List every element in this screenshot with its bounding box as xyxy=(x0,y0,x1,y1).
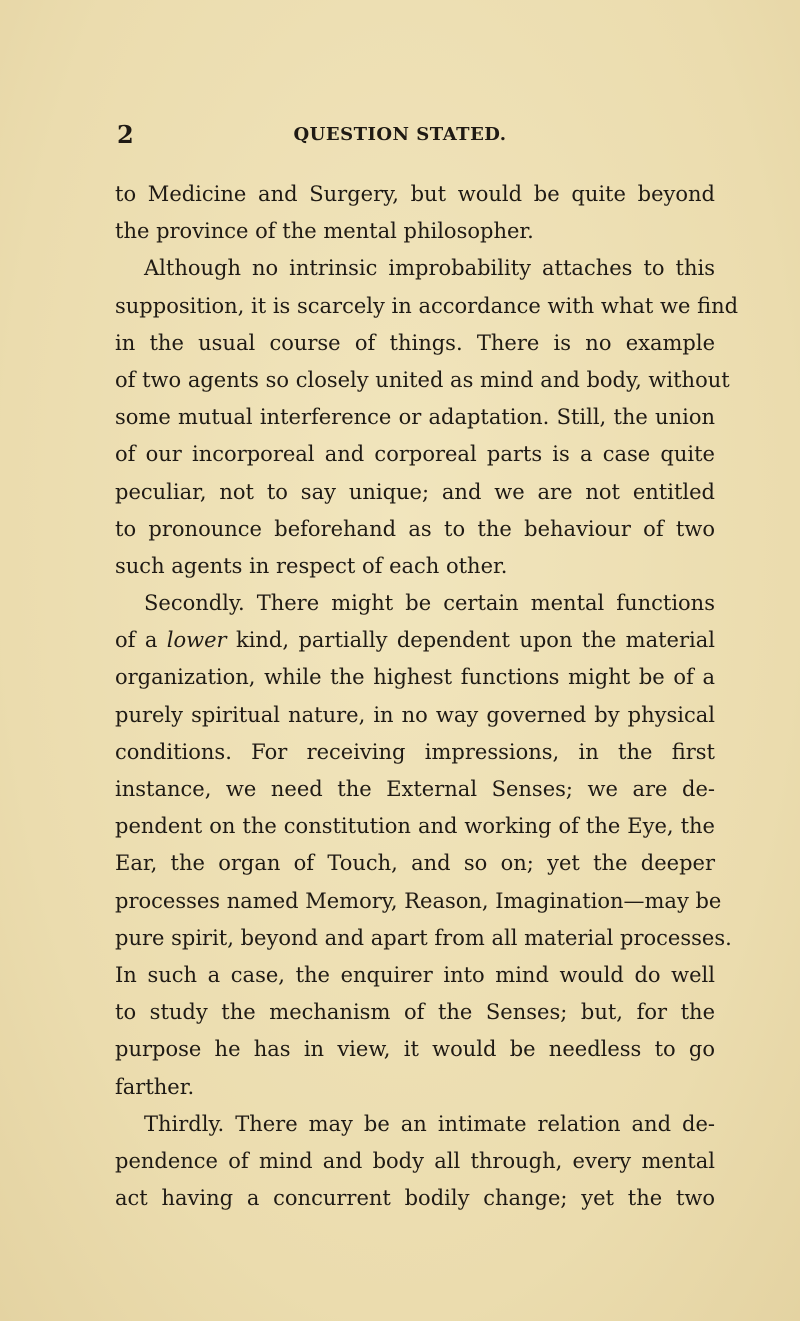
text-line: Secondly. There might be certain mental functions xyxy=(144,591,715,616)
running-head xyxy=(0,118,800,152)
text-line: In such a case, the enquirer into mind would do well xyxy=(115,962,715,987)
running-title: QUESTION STATED. xyxy=(293,124,507,145)
text-line: processes named Memory, Reason, Imagination—may be xyxy=(115,888,722,913)
emphasis-word: lower xyxy=(166,628,227,653)
text-line: peculiar, not to say unique; and we are not entitled xyxy=(115,479,715,504)
text-line: act having a concurrent bodily change; yet the two xyxy=(115,1186,715,1211)
text-line: to Medicine and Surgery, but would be quite beyond xyxy=(115,182,715,206)
text-line xyxy=(115,622,715,659)
text-line: to pronounce beforehand as to the behaviour of two xyxy=(115,516,715,541)
body-text xyxy=(115,176,739,1217)
text-line: Thirdly. There may be an intimate relation and de- xyxy=(144,1111,715,1136)
text-line: of two agents so closely united as mind and body, without xyxy=(115,367,730,392)
text-line: of our incorporeal and corporeal parts is a case quite xyxy=(115,442,715,467)
text-line: instance, we need the External Senses; we are de- xyxy=(115,777,715,801)
text-line: Although no intrinsic improbability attaches to this xyxy=(144,256,715,281)
text-line: purely spiritual nature, in no way governed by physical xyxy=(115,702,715,727)
text-line: pendence of mind and body all through, every mental xyxy=(115,1148,715,1173)
text-line: supposition, it is scarcely in accordance with what we find xyxy=(115,293,739,318)
text-line: purpose he has in view, it would be needless to go xyxy=(115,1037,715,1062)
text-line: conditions. For receiving impressions, in the first xyxy=(115,739,715,764)
text-line: organization, while the highest functions might be of a xyxy=(115,665,715,690)
text-line: the province of the mental philosopher. xyxy=(115,219,534,244)
text-fragment: kind, partially dependent upon the material xyxy=(235,628,715,653)
text-fragment: of a xyxy=(115,628,158,653)
text-line: pendent on the constitution and working of the Eye, the xyxy=(115,814,715,839)
text-line: to study the mechanism of the Senses; but, for the xyxy=(115,1000,715,1025)
text-line: in the usual course of things. There is no example xyxy=(115,330,715,355)
text-line: Ear, the organ of Touch, and so on; yet the deeper xyxy=(115,851,715,876)
text-line: some mutual interference or adaptation. Still, the union xyxy=(115,405,715,430)
text-line: such agents in respect of each other. xyxy=(115,553,508,578)
text-line: farther. xyxy=(115,1074,195,1099)
text-line: pure spirit, beyond and apart from all material processes. xyxy=(115,925,732,950)
page-number: 2 xyxy=(117,120,134,149)
